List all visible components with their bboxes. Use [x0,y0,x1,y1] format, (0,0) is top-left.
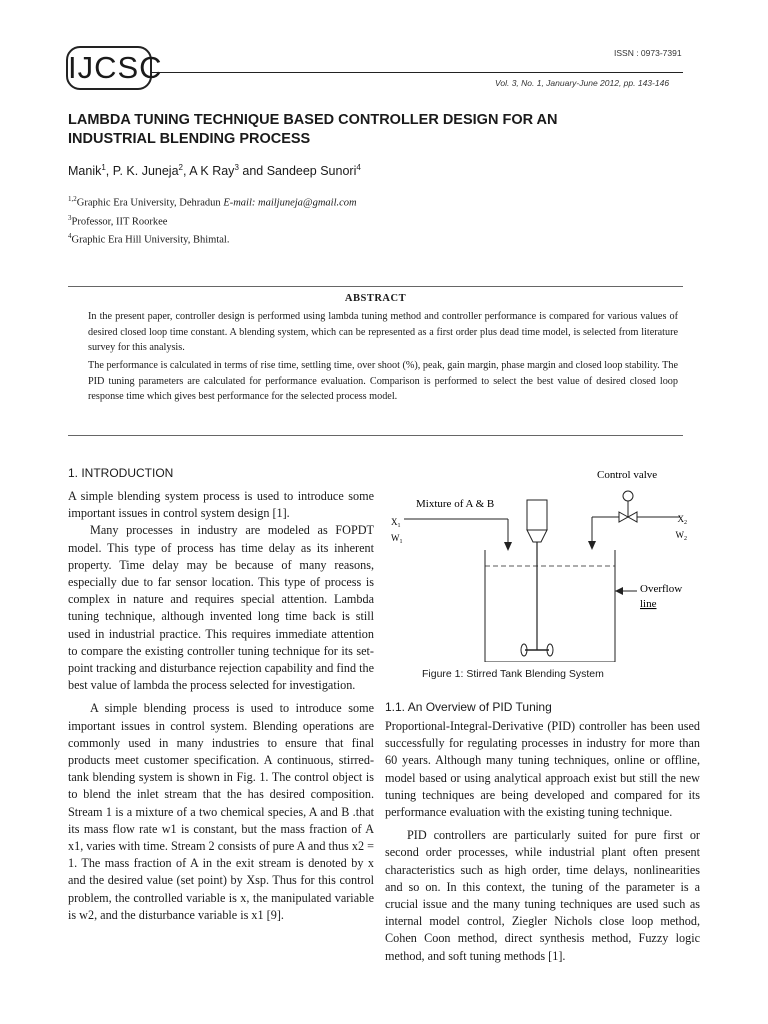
affiliation-sup: 1,2 [68,195,77,203]
left-column [68,488,374,924]
abstract-paragraph: In the present paper, controller design is performed using lambda tuning method and controller performance is compared for various values of desired closed loop time constant. A blending system, which can be represented as a first order plus dead time model, is selected from literature survey for this analysis. [88,311,678,353]
inlet-arrowhead [504,542,512,551]
line-label: line [640,598,657,610]
affiliation-text: Graphic Era University, Dehradun [76,197,224,209]
email-label: E-mail: [223,197,259,209]
author-conjunction: and [238,164,267,179]
x1-label: $X_1$ [391,517,401,529]
abstract-box [68,286,683,436]
abstract-heading: ABSTRACT [344,293,407,304]
affiliation-text: Professor, IIT Roorkee [71,216,168,227]
valve-actuator [623,491,633,501]
overflow-arrowhead [615,587,623,595]
paper-title [68,111,588,149]
affiliation-text: Graphic Era Hill University, Bhimtal. [71,234,230,246]
paragraph: PID controllers are particularly suited for pure first or second order processes, while industrial plant often present characteristics such as high order, time delays, nonlinearities and so on. In this context, the tuning of the parameter is a crucial issue and the many tuning techniques are used such as internal model control, Ziegler Nichols close loop method, Cohen Coon method, direct synthesis method, Fuzzy logic method, and soft tuning methods [1]. [385,828,700,963]
x2-label: $X_2$ [677,514,687,526]
author-sup: 3 [234,163,239,172]
w2-label: $W_2$ [675,530,687,542]
affiliations [68,192,357,248]
stirred-tank-diagram [382,462,692,662]
author-separator: , [105,164,113,179]
tank-wall [485,550,615,662]
control-valve-label: Control valve [597,469,658,481]
title-line: LAMBDA TUNING TECHNIQUE BASED CONTROLLER DESIGN FOR AN [68,112,558,128]
author-name: P. K. Juneja [112,164,179,179]
affiliation [68,192,357,211]
author-sup: 2 [178,163,183,172]
author-name: Manik [68,164,102,179]
section-heading-pid-overview: 1.1. An Overview of PID Tuning [385,700,552,714]
author-list [68,163,361,178]
paragraph: Many processes in industry are modeled as FOPDT model. This type of process has time delay as its inherent property. Time delay may be because of many reasons, especially due to far sensor location. This type of process is complex in nature and requires special attention. Lambda tuning technique, although invented long time back is still used in industrial practice. This requires immediate attention to compare the existing controller tuning technique for its set-point tracking and disturbance rejection capability and find the best value of lambda the process selected for investigation. [68,523,374,693]
title-line: INDUSTRIAL BLENDING PROCESS [68,131,311,147]
author-sup: 4 [356,163,361,172]
affiliation [68,211,357,230]
paragraph: A simple blending system process is used to introduce some important issues in control system design [1]. [68,489,374,521]
section-heading-introduction: 1. INTRODUCTION [68,466,174,480]
header-rule [150,72,683,73]
motor-housing [527,500,547,530]
figure-caption: Figure 1: Stirred Tank Blending System [422,668,604,680]
author-name: Sandeep Sunori [266,164,357,179]
feed2-arrowhead [588,541,596,550]
paragraph: A simple blending process is used to introduce some important issues in control system. Blending operations are commonly used in many industries to ensure that final products meet customer specification. A continuous, stirred-tank blending system is shown in Fig. 1. The control object is to blend the inlet stream that the has desired composition. Stream 1 is a mixture of a two chemical species, A and B .that its mass flow rate w1 is constant, but the mass fraction of A x1, varies with time. Stream 2 consists of pure A and thus x2 = 1. The mass fraction of A in the exit stream is denoted by x and the desired value (set point) by Xsp. Thus for this control problem, the controlled variable is x, the manipulated variable is w2, and the disturbance variable is x1 [9]. [68,701,374,922]
issn: ISSN : 0973-7391 [614,48,682,58]
author-name: A K Ray [189,164,235,179]
motor-base [527,530,547,542]
affiliation-sup: 3 [68,213,72,222]
volume-info: Vol. 3, No. 1, January-June 2012, pp. 143-146 [495,78,670,88]
journal-logo: IJCSC [66,46,152,90]
paragraph: Proportional-Integral-Derivative (PID) controller has been used successfully for regulating processes in industry for more than 60 years. Although many tuning techniques, online or offline, model based or using analytical approach exist but still the new tuning techniques are being developed and compared for its performance evaluation with the existing tuning technique. [385,719,700,820]
abstract-paragraph: The performance is calculated in terms of rise time, settling time, over shoot (%), peak, gain margin, phase margin and closed loop stability. The PID tuning parameters are calculated for performance evaluation. Comparison is performed to select the best value of desired closed loop response time which gives best performance for the selected process model. [88,360,678,402]
overflow-label: Overflow [640,583,683,595]
mixture-label: Mixture of A & B [416,498,495,510]
author-separator: , [183,164,190,179]
author-sup: 1 [101,163,106,172]
email-link[interactable]: mailjuneja@gmail.com [258,197,357,209]
affiliation-sup: 4 [68,232,72,240]
w1-label: $W_1$ [391,533,403,545]
right-column [385,718,700,965]
affiliation [68,229,357,248]
